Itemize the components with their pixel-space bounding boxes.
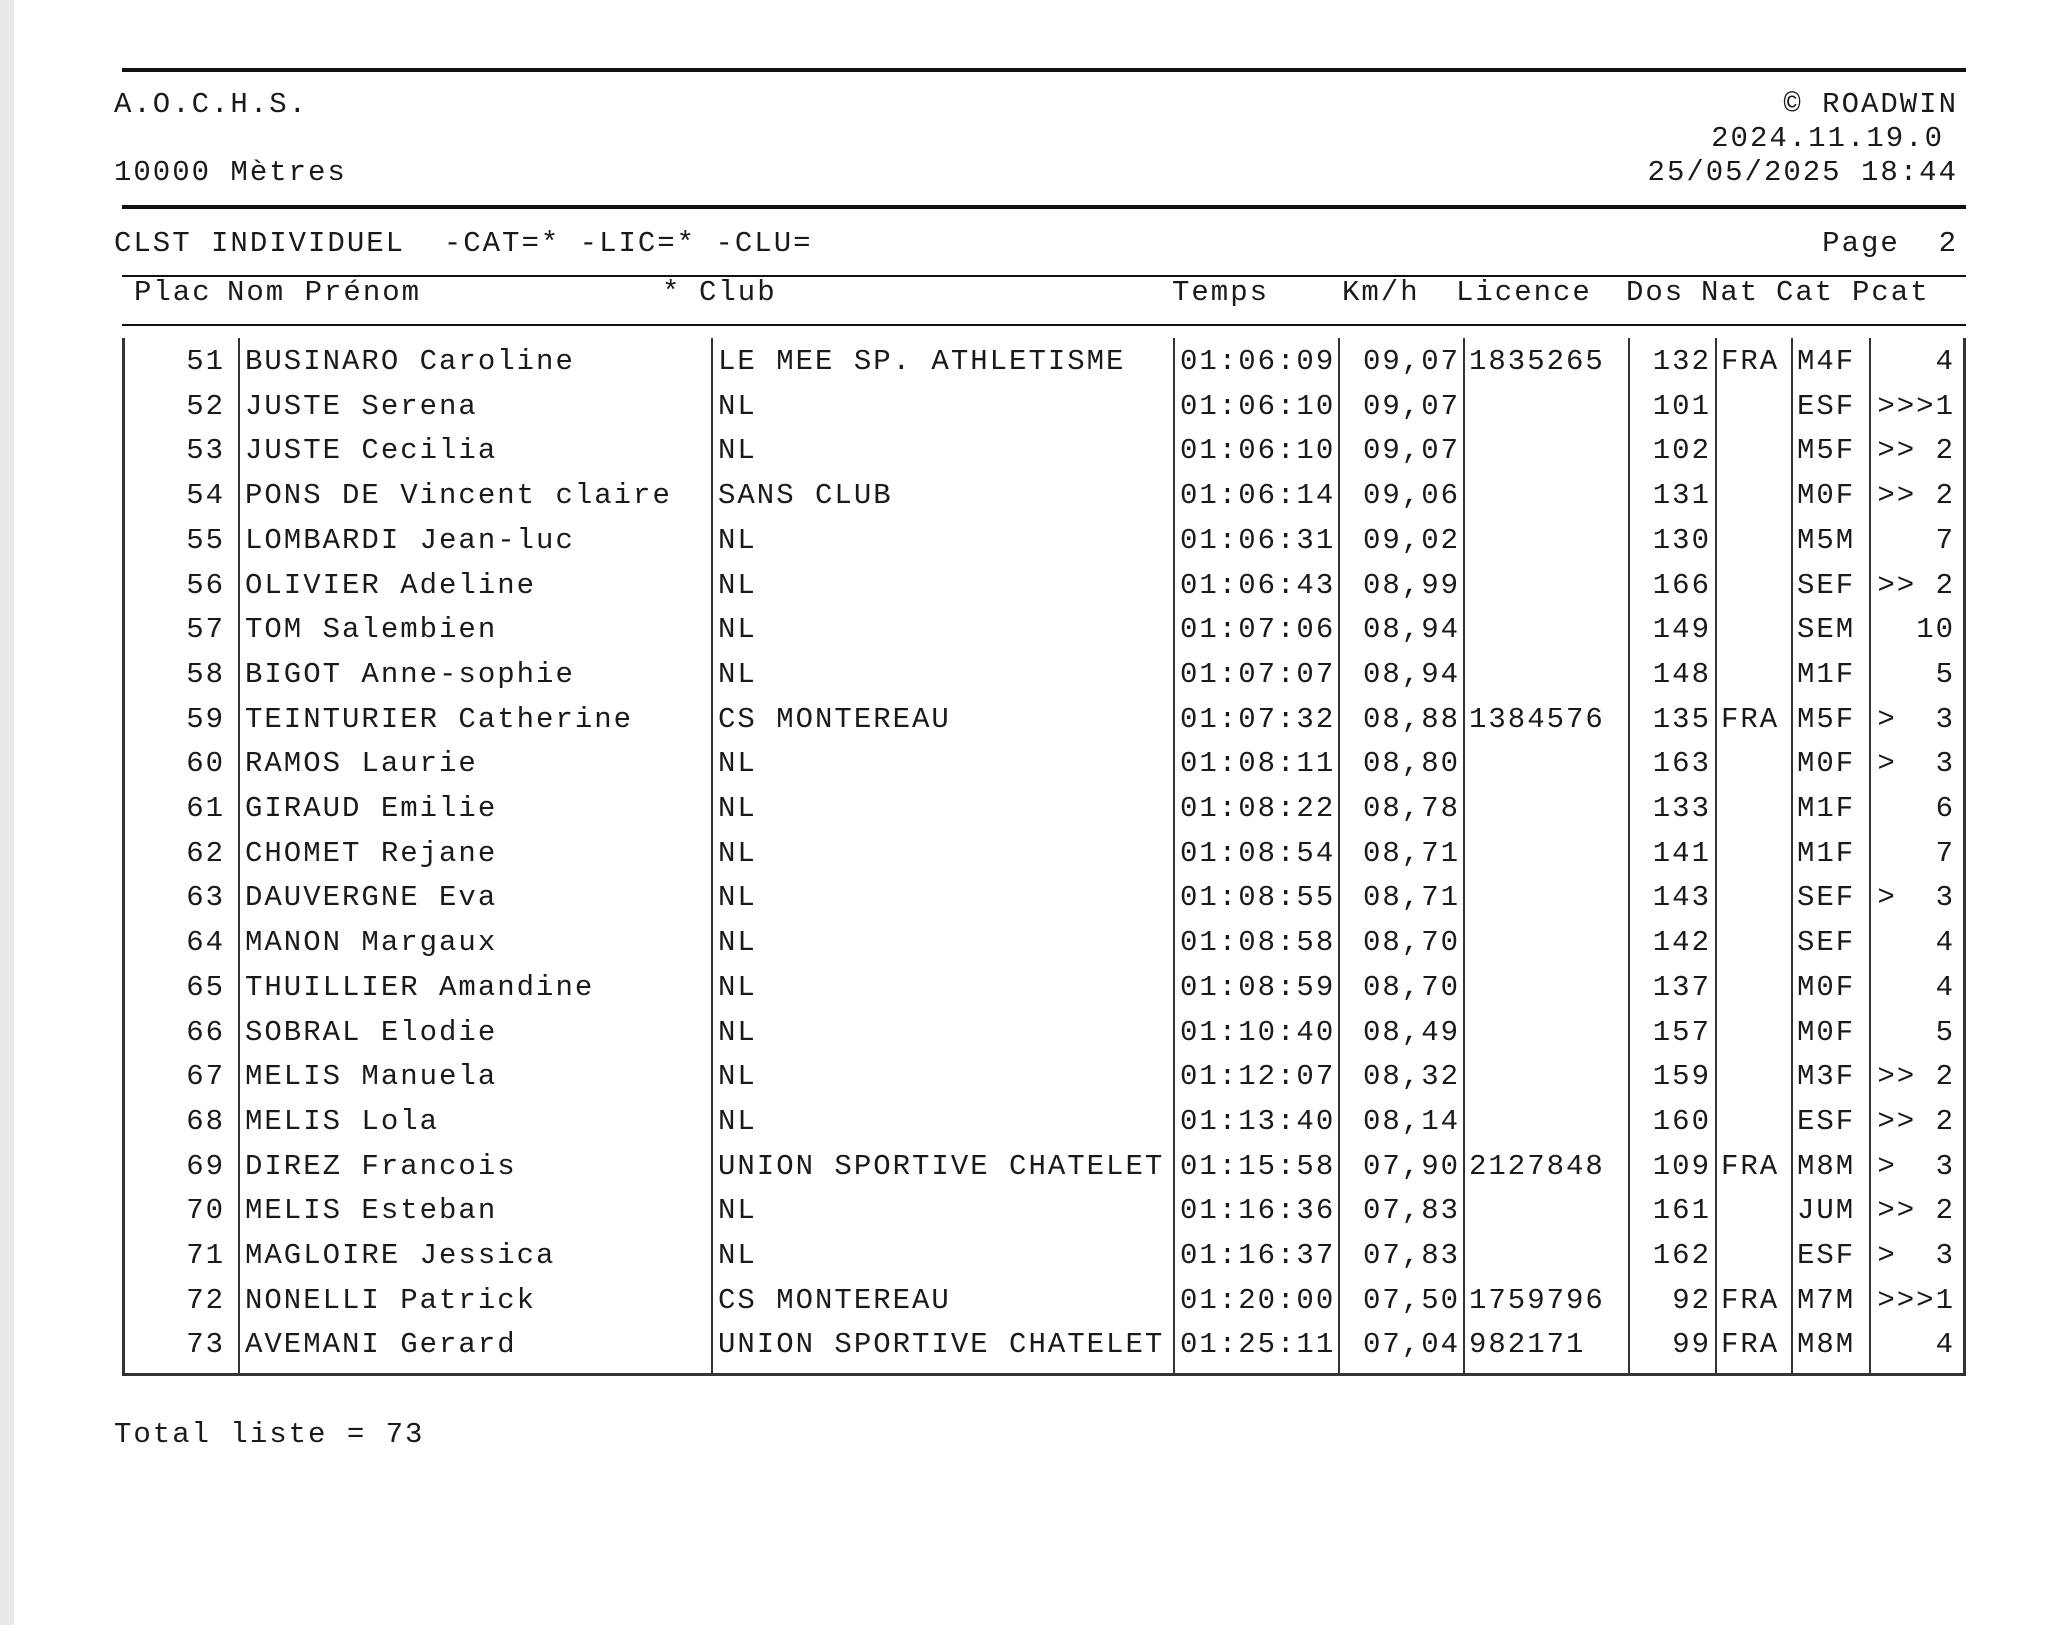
cell-club: NL [718,792,757,825]
cell-kmh: 08,14 [1362,1104,1460,1138]
cell-nom: MELIS Esteban [245,1194,498,1228]
page-number: Page 2 [1822,227,1958,260]
table-row [125,1102,1963,1142]
cell-pcat: 7 [1935,523,1955,557]
cell-dos: 159 [1652,1060,1711,1094]
cell-plac: 67 [186,1060,225,1094]
cell-temps: 01:10:40 [1180,1015,1336,1049]
cell-kmh: 07,04 [1362,1328,1460,1362]
cell-licence: 1384576 [1469,702,1605,736]
cell-pcat: >> 2 [1877,568,1955,602]
cell-club: NL [718,1060,757,1094]
cell-dos: 162 [1652,1239,1711,1272]
cell-nom: BUSINARO Caroline [245,345,575,378]
cell-temps: 01:08:11 [1180,747,1336,781]
cell-pcat: 4 [1935,1328,1955,1362]
cell-cat: SEF [1797,881,1856,915]
table-row [125,923,1963,963]
results-table [122,338,1966,1376]
cell-pcat: 5 [1935,657,1955,691]
datetime-label: 25/05/2025 18:44 [1647,156,1958,189]
cell-nom: MELIS Lola [245,1104,440,1138]
cell-nat: FRA [1721,1328,1780,1362]
cell-pcat: > 3 [1877,1239,1955,1272]
cell-dos: 135 [1652,702,1711,736]
cell-pcat: > 3 [1877,1149,1955,1183]
cell-pcat: 10 [1916,613,1955,647]
cell-kmh: 08,32 [1362,1060,1460,1094]
cell-plac: 68 [186,1104,225,1138]
table-row [125,655,1963,695]
cell-dos: 137 [1652,970,1711,1004]
cell-kmh: 09,02 [1362,523,1460,557]
cell-nom: THUILLIER Amandine [245,970,595,1004]
cell-club: NL [718,613,757,647]
cell-nom: TOM Salembien [245,613,498,647]
cell-dos: 148 [1652,657,1711,691]
cell-nat: FRA [1721,1283,1780,1317]
cell-nom: OLIVIER Adeline [245,568,537,602]
col-temps: Temps [1172,276,1270,309]
cell-plac: 59 [186,702,225,736]
cell-dos: 132 [1652,345,1711,378]
cell-club: CS MONTEREAU [718,702,951,736]
cell-nom: MAGLOIRE Jessica [245,1239,556,1272]
cell-temps: 01:16:37 [1180,1239,1336,1272]
cell-pcat: 5 [1935,1015,1955,1049]
cell-dos: 99 [1672,1328,1711,1362]
cell-dos: 163 [1652,747,1711,781]
cell-club: NL [718,836,757,870]
org-name: A.O.C.H.S. [114,88,309,121]
cell-club: NL [718,1239,757,1272]
cell-nom: SOBRAL Elodie [245,1015,498,1049]
cell-club: NL [718,389,757,423]
cell-cat: ESF [1797,1239,1856,1272]
cell-cat: M4F [1797,345,1856,378]
cell-nat: FRA [1721,1149,1780,1183]
col-nom: Nom Prénom [227,276,422,309]
cell-club: NL [718,434,757,468]
cell-plac: 69 [186,1149,225,1183]
cell-kmh: 09,07 [1362,389,1460,423]
cell-dos: 157 [1652,1015,1711,1049]
version-label: 2024.11.19.0 [1711,122,1944,155]
cell-temps: 01:06:10 [1180,389,1336,423]
table-row [125,1325,1963,1365]
cell-temps: 01:06:43 [1180,568,1336,602]
cell-nom: PONS DE Vincent claire [245,479,672,513]
cell-plac: 54 [186,479,225,513]
cell-nom: TEINTURIER Catherine [245,702,634,736]
cell-pcat: > 3 [1877,747,1955,781]
cell-dos: 142 [1652,926,1711,960]
cell-plac: 58 [186,657,225,691]
cell-temps: 01:15:58 [1180,1149,1336,1183]
cell-kmh: 08,71 [1362,836,1460,870]
cell-licence: 2127848 [1469,1149,1605,1183]
cell-cat: M0F [1797,479,1856,513]
cell-plac: 70 [186,1194,225,1228]
cell-kmh: 08,88 [1362,702,1460,736]
cell-temps: 01:07:32 [1180,702,1336,736]
cell-kmh: 07,50 [1362,1283,1460,1317]
cell-temps: 01:25:11 [1180,1328,1336,1362]
cell-dos: 109 [1652,1149,1711,1183]
cell-temps: 01:06:31 [1180,523,1336,557]
cell-dos: 101 [1652,389,1711,423]
cell-cat: M5F [1797,434,1856,468]
cell-dos: 141 [1652,836,1711,870]
cell-plac: 61 [186,792,225,825]
table-row [125,1013,1963,1053]
cell-licence: 1835265 [1469,345,1605,378]
cell-pcat: 4 [1935,926,1955,960]
cell-pcat: > 3 [1877,702,1955,736]
total-count: Total liste = 73 [114,1418,425,1451]
cell-cat: M1F [1797,836,1856,870]
cell-temps: 01:08:59 [1180,970,1336,1004]
cell-temps: 01:12:07 [1180,1060,1336,1094]
header-bottom-rule [122,205,1966,209]
cell-temps: 01:06:09 [1180,345,1336,378]
cell-dos: 161 [1652,1194,1711,1228]
cell-nom: GIRAUD Emilie [245,792,498,825]
table-row [125,789,1963,829]
cell-club: UNION SPORTIVE CHATELET [718,1328,1165,1362]
cell-kmh: 09,07 [1362,345,1460,378]
table-row [125,1191,1963,1231]
col-pcat: Pcat [1852,276,1930,309]
cell-plac: 73 [186,1328,225,1362]
cell-plac: 63 [186,881,225,915]
col-star: * [662,276,682,309]
cell-nom: BIGOT Anne-sophie [245,657,575,691]
cell-club: NL [718,523,757,557]
cell-temps: 01:08:55 [1180,881,1336,915]
cell-dos: 92 [1672,1283,1711,1317]
cell-cat: M3F [1797,1060,1856,1094]
cell-pcat: >> 2 [1877,1194,1955,1228]
cell-temps: 01:07:07 [1180,657,1336,691]
cell-dos: 133 [1652,792,1711,825]
cell-kmh: 08,70 [1362,970,1460,1004]
table-row [125,476,1963,516]
cell-club: SANS CLUB [718,479,893,513]
table-row [125,1057,1963,1097]
cell-temps: 01:20:00 [1180,1283,1336,1317]
table-row [125,1147,1963,1187]
cell-plac: 65 [186,970,225,1004]
cell-cat: M0F [1797,1015,1856,1049]
cell-kmh: 08,94 [1362,657,1460,691]
cell-kmh: 08,49 [1362,1015,1460,1049]
copyright-label: © ROADWIN [1783,88,1958,121]
table-row [125,610,1963,650]
cell-pcat: 7 [1935,836,1955,870]
cell-cat: M0F [1797,747,1856,781]
cell-dos: 143 [1652,881,1711,915]
cell-kmh: 08,71 [1362,881,1460,915]
cell-licence: 982171 [1469,1328,1586,1362]
cell-nom: CHOMET Rejane [245,836,498,870]
cell-cat: M0F [1797,970,1856,1004]
cell-cat: ESF [1797,389,1856,423]
filter-label: CLST INDIVIDUEL -CAT=* -LIC=* -CLU= [114,227,813,260]
table-row [125,834,1963,874]
cell-temps: 01:07:06 [1180,613,1336,647]
cell-cat: M1F [1797,792,1856,825]
cell-nom: LOMBARDI Jean-luc [245,523,575,557]
cell-kmh: 08,78 [1362,792,1460,825]
cell-plac: 71 [186,1239,225,1272]
cell-club: NL [718,881,757,915]
cell-kmh: 07,90 [1362,1149,1460,1183]
cell-nom: MANON Margaux [245,926,498,960]
cell-temps: 01:06:10 [1180,434,1336,468]
table-row [125,700,1963,740]
column-header-rule [122,324,1966,326]
cell-dos: 149 [1652,613,1711,647]
cell-club: CS MONTEREAU [718,1283,951,1317]
cell-nom: DAUVERGNE Eva [245,881,498,915]
cell-pcat: >> 2 [1877,1060,1955,1094]
table-row [125,968,1963,1008]
cell-plac: 52 [186,389,225,423]
cell-kmh: 09,06 [1362,479,1460,513]
cell-plac: 60 [186,747,225,781]
cell-nat: FRA [1721,702,1780,736]
cell-plac: 57 [186,613,225,647]
table-row [125,387,1963,427]
cell-club: NL [718,568,757,602]
col-licence: Licence [1456,276,1592,309]
cell-kmh: 08,94 [1362,613,1460,647]
cell-cat: JUM [1797,1194,1856,1228]
cell-club: LE MEE SP. ATHLETISME [718,345,1126,378]
cell-kmh: 07,83 [1362,1194,1460,1228]
cell-temps: 01:08:58 [1180,926,1336,960]
table-row [125,878,1963,918]
cell-club: NL [718,926,757,960]
cell-pcat: > 3 [1877,881,1955,915]
cell-temps: 01:13:40 [1180,1104,1336,1138]
table-row [125,566,1963,606]
cell-dos: 130 [1652,523,1711,557]
cell-dos: 102 [1652,434,1711,468]
cell-plac: 64 [186,926,225,960]
cell-cat: ESF [1797,1104,1856,1138]
cell-pcat: 4 [1935,970,1955,1004]
table-row [125,744,1963,784]
cell-nom: JUSTE Cecilia [245,434,498,468]
results-page [14,0,2048,1625]
cell-club: NL [718,1015,757,1049]
cell-club: NL [718,747,757,781]
cell-plac: 72 [186,1283,225,1317]
cell-nom: RAMOS Laurie [245,747,478,781]
top-rule [122,68,1966,72]
cell-cat: M8M [1797,1328,1856,1362]
cell-cat: M5M [1797,523,1856,557]
col-club: Club [699,276,777,309]
cell-plac: 51 [186,345,225,378]
col-nat: Nat [1701,276,1760,309]
cell-kmh: 08,70 [1362,926,1460,960]
cell-pcat: >> 2 [1877,434,1955,468]
cell-temps: 01:08:22 [1180,792,1336,825]
cell-temps: 01:08:54 [1180,836,1336,870]
cell-pcat: 4 [1935,345,1955,378]
cell-cat: SEM [1797,613,1856,647]
col-plac: Plac [134,276,212,309]
cell-cat: M5F [1797,702,1856,736]
table-row [125,342,1963,382]
cell-kmh: 08,99 [1362,568,1460,602]
cell-pcat: >>>1 [1877,389,1955,423]
cell-kmh: 09,07 [1362,434,1460,468]
distance-label: 10000 Mètres [114,156,347,189]
cell-plac: 55 [186,523,225,557]
cell-nom: NONELLI Patrick [245,1283,537,1317]
cell-cat: M1F [1797,657,1856,691]
cell-plac: 62 [186,836,225,870]
cell-cat: SEF [1797,568,1856,602]
cell-licence: 1759796 [1469,1283,1605,1317]
cell-plac: 66 [186,1015,225,1049]
cell-cat: M7M [1797,1283,1856,1317]
cell-nom: JUSTE Serena [245,389,478,423]
table-row [125,431,1963,471]
cell-plac: 53 [186,434,225,468]
cell-plac: 56 [186,568,225,602]
cell-kmh: 07,83 [1362,1239,1460,1272]
cell-nat: FRA [1721,345,1780,378]
cell-pcat: 6 [1935,792,1955,825]
cell-club: NL [718,970,757,1004]
cell-club: NL [718,657,757,691]
cell-cat: M8M [1797,1149,1856,1183]
table-row [125,1236,1963,1276]
cell-dos: 160 [1652,1104,1711,1138]
cell-temps: 01:06:14 [1180,479,1336,513]
cell-nom: AVEMANI Gerard [245,1328,517,1362]
cell-club: NL [718,1104,757,1138]
table-row [125,1281,1963,1321]
cell-cat: SEF [1797,926,1856,960]
col-cat: Cat [1776,276,1835,309]
cell-club: UNION SPORTIVE CHATELET [718,1149,1165,1183]
cell-dos: 166 [1652,568,1711,602]
col-dos: Dos [1626,276,1685,309]
cell-dos: 131 [1652,479,1711,513]
cell-nom: DIREZ Francois [245,1149,517,1183]
cell-temps: 01:16:36 [1180,1194,1336,1228]
cell-kmh: 08,80 [1362,747,1460,781]
cell-nom: MELIS Manuela [245,1060,498,1094]
table-row [125,521,1963,561]
cell-club: NL [718,1194,757,1228]
col-kmh: Km/h [1342,276,1420,309]
cell-pcat: >>>1 [1877,1283,1955,1317]
cell-pcat: >> 2 [1877,1104,1955,1138]
cell-pcat: >> 2 [1877,479,1955,513]
